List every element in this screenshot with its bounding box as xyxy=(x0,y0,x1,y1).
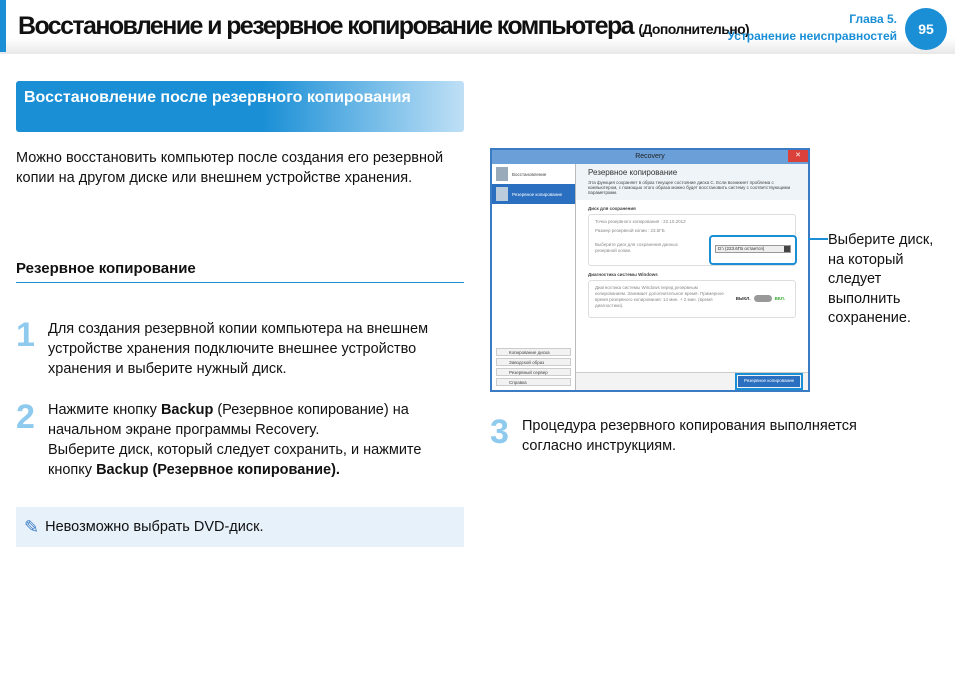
title-suffix: (Дополнительно) xyxy=(638,21,750,37)
backup-button[interactable]: Резервное копирование xyxy=(738,376,800,387)
title-text: Восстановление и резервное копирование компьютера xyxy=(18,12,633,40)
close-icon[interactable]: ✕ xyxy=(788,150,808,162)
step-text: Нажмите кнопку Backup (Резервное копирование) на начальном экране программы Recovery. Выберите диск, который следует сохранить, и нажмите кнопку Backup (Резервное копирование). xyxy=(48,402,422,478)
nav-backup[interactable]: Резервное копирование xyxy=(492,184,575,204)
callout-line xyxy=(808,238,828,240)
backup-server-button[interactable]: Резервный сервер xyxy=(496,368,571,376)
step-text: Для создания резервной копии компьютера на внешнем устройстве хранения подключите внешнее устройство хранения и выберите нужный диск. xyxy=(48,321,429,377)
chapter-name: Устранение неисправностей xyxy=(727,29,897,43)
factory-image-button[interactable]: Заводской образ xyxy=(496,358,571,366)
step-text: Процедура резервного копирования выполняется согласно инструкциям. xyxy=(522,418,857,454)
step-number: 3 xyxy=(490,413,509,451)
note-text: Невозможно выбрать DVD-диск. xyxy=(45,519,264,535)
recovery-screenshot xyxy=(490,148,810,392)
note-pencil-icon: ✎ xyxy=(24,516,40,537)
note-box xyxy=(16,507,464,547)
page-number: 95 xyxy=(905,8,947,50)
nav-restore[interactable]: Восстановление xyxy=(492,164,575,184)
section-title: Восстановление после резервного копирования xyxy=(16,81,464,132)
chapter-label xyxy=(728,11,897,45)
step-number: 1 xyxy=(16,316,35,354)
callout-text: Выберите диск, на который следует выполнить сохранение. xyxy=(828,232,934,326)
disk-copy-button[interactable]: Копирование диска xyxy=(496,348,571,356)
step-number: 2 xyxy=(16,398,35,436)
disk-select[interactable]: D:\ (223.6ГБ остается) xyxy=(715,245,791,253)
diag-box: Диагностика системы Windows перед резервным копированием. Занимает дополнительное время. Примерное время резервного копирования: 14 мин. + 2 мин. (время диагностики). ВЫКЛ. ВКЛ. xyxy=(588,280,796,318)
chapter-number: Глава 5. xyxy=(849,12,897,26)
disk-box: Точка резервного копирования : 22.10.2012 Размер резервной копии : 23.5ГБ Выберите диск для сохранения данных резервной копии. D:\ (223.6ГБ остается) xyxy=(588,214,796,266)
window-titlebar: Recovery ✕ xyxy=(492,150,808,164)
subheading: Резервное копирование xyxy=(16,260,464,283)
page-title xyxy=(18,12,749,41)
help-button[interactable]: Справка xyxy=(496,378,571,386)
intro-text: Можно восстановить компьютер после создания его резервной копии на другом диске или внешнем устройстве хранения. xyxy=(16,150,444,186)
diag-toggle[interactable] xyxy=(754,295,772,302)
main-pane: Резервное копирование Эта функция сохраняет в образ текущее состояние диска C. Если возникнет проблема с компьютером, с помощью этого образа можно будет восстановить систему с соответствующими параметрами. Диск для сохранения Точка резервного копирования : 22.10.2012 Размер резервной копии : 23.5ГБ Выберите диск для сохранения данных резервной копии. D:\ (223.6ГБ остается) Диагностика системы Windows Диагностика системы Windows перед резервным копированием. Занимает дополнительное время. Примерное время резервного копирования: 14 мин. + 2 мин. (время диагностики). ВЫКЛ. ВКЛ. Резервное копирование xyxy=(576,164,808,390)
sidebar xyxy=(492,164,576,390)
header-stripe xyxy=(0,0,6,52)
